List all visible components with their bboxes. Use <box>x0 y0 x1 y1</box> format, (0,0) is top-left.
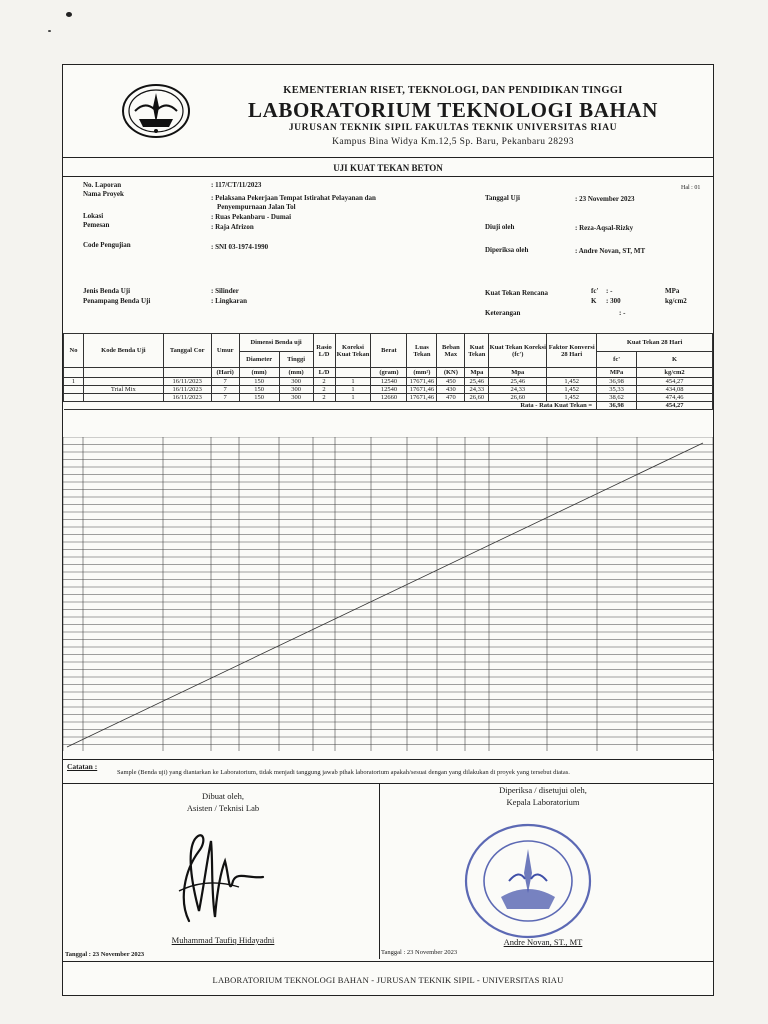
address: Kampus Bina Widya Km.12,5 Sp. Baru, Pekanbaru 28293 <box>332 137 574 147</box>
col-kuat-28: Kuat Tekan 28 Hari <box>597 334 713 352</box>
table-row <box>64 386 713 394</box>
proyek-value-1: : Pelaksana Pekerjaan Tempat Istirahat Pelayanan dan <box>211 194 376 202</box>
report-sheet <box>62 64 714 996</box>
col-k: K <box>637 352 713 368</box>
cell-kode: Trial Mix <box>83 386 163 394</box>
report-title: UJI KUAT TEKAN BETON <box>333 163 443 173</box>
footer-text: LABORATORIUM TEKNOLOGI BAHAN - JURUSAN TEKNIK SIPIL - UNIVERSITAS RIAU <box>212 975 564 985</box>
sign-divider-vertical <box>379 783 380 959</box>
cell-diam: 150 <box>239 378 279 386</box>
table-row <box>64 394 713 402</box>
cell-kuatkor: 25,46 <box>489 378 547 386</box>
cell-luas: 17671,46 <box>407 378 437 386</box>
col-dimensi: Dimensi Benda uji <box>239 334 313 352</box>
unit-tgl <box>163 368 211 378</box>
unit-luas: (mm²) <box>407 368 437 378</box>
col-koreksi: Koreksi Kuat Tekan <box>335 334 371 368</box>
made-by-label: Dibuat oleh, <box>201 791 245 801</box>
cell-berat: 12540 <box>371 378 407 386</box>
header-divider <box>63 157 713 158</box>
cell-diam: 150 <box>239 394 279 402</box>
cell-luas: 17671,46 <box>407 394 437 402</box>
diperiksa-value: : Andre Novan, ST, MT <box>575 247 646 255</box>
cell-rasio: 2 <box>313 378 335 386</box>
no-laporan-label: No. Laporan <box>83 181 122 189</box>
cell-faktor: 1,452 <box>547 378 597 386</box>
penampang-value: : Lingkaran <box>211 297 247 305</box>
average-k: 454,27 <box>637 402 713 410</box>
made-by-date: Tanggal : 23 November 2023 <box>65 951 145 958</box>
cell-umur: 7 <box>211 394 239 402</box>
cell-kuatkor: 26,60 <box>489 394 547 402</box>
made-by-name: Muhammad Taufiq Hidayadni <box>171 935 275 945</box>
cell-no <box>64 394 84 402</box>
table-row <box>64 378 713 386</box>
cell-beban: 430 <box>437 386 465 394</box>
title-divider <box>63 176 713 177</box>
cell-tinggi: 300 <box>279 386 313 394</box>
university-stamp <box>461 821 595 941</box>
checked-by-label: Diperiksa / disetujui oleh, <box>499 785 587 795</box>
proyek-label: Nama Proyek <box>83 190 124 198</box>
unit-kode <box>83 368 163 378</box>
cell-rasio: 2 <box>313 386 335 394</box>
col-tinggi: Tinggi <box>279 352 313 368</box>
cell-k: 454,27 <box>637 378 713 386</box>
unit-koreksi <box>335 368 371 378</box>
col-umur: Umur <box>211 334 239 368</box>
unit-fc: MPa <box>597 368 637 378</box>
average-label: Rata - Rata Kuat Tekan = <box>64 402 597 410</box>
cell-berat: 12540 <box>371 386 407 394</box>
cell-tinggi: 300 <box>279 394 313 402</box>
unit-kuat-koreksi: Mpa <box>489 368 547 378</box>
cell-umur: 7 <box>211 386 239 394</box>
fc-label: fc' <box>591 287 599 295</box>
checked-by-role: Kepala Laboratorium <box>506 797 580 807</box>
cell-kode <box>83 394 163 402</box>
hal-label: Hal : 01 <box>681 185 701 191</box>
sign-top-divider <box>63 783 713 784</box>
code-value: : SNI 03-1974-1990 <box>211 243 269 251</box>
pemesan-label: Pemesan <box>83 221 110 229</box>
department-name: JURUSAN TEKNIK SIPIL FAKULTAS TEKNIK UNIVERSITAS RIAU <box>288 123 618 133</box>
jenis-label: Jenis Benda Uji <box>83 287 131 295</box>
col-berat: Berat <box>371 334 407 368</box>
notes-title: Catatan : <box>67 762 98 771</box>
cell-tinggi: 300 <box>279 378 313 386</box>
col-faktor: Faktor Konversi 28 Hari <box>547 334 597 368</box>
cell-kuat: 24,33 <box>465 386 489 394</box>
penampang-label: Penampang Benda Uji <box>83 297 151 305</box>
cell-fc: 35,33 <box>597 386 637 394</box>
cell-rasio: 2 <box>313 394 335 402</box>
pemesan-value: : Raja Afrizon <box>211 223 254 231</box>
cell-tgl: 16/11/2023 <box>163 394 211 402</box>
k-unit: kg/cm2 <box>665 297 687 305</box>
checked-by-name: Andre Novan, ST., MT <box>503 937 583 947</box>
col-beban: Beban Max <box>437 334 465 368</box>
cell-no <box>64 386 84 394</box>
cell-kuatkor: 24,33 <box>489 386 547 394</box>
signature-image <box>159 821 269 931</box>
cell-kuat: 25,46 <box>465 378 489 386</box>
diuji-value: : Reza-Aqsal-Rizky <box>575 224 634 232</box>
k-label: K <box>591 297 597 305</box>
cell-luas: 17671,46 <box>407 386 437 394</box>
tanggal-uji-value: : 23 November 2023 <box>575 195 635 203</box>
unit-no <box>64 368 84 378</box>
cell-kuat: 26,60 <box>465 394 489 402</box>
col-kuat: Kuat Tekan <box>465 334 489 368</box>
cancel-diagonal-line <box>67 443 703 747</box>
col-kuat-koreksi: Kuat Tekan Koreksi (fc') <box>489 334 547 368</box>
col-kode: Kode Benda Uji <box>83 334 163 368</box>
empty-grid <box>63 437 713 751</box>
cell-fc: 36,98 <box>597 378 637 386</box>
checked-by-date: Tanggal : 23 November 2023 <box>381 949 458 956</box>
corner-dot <box>48 30 51 32</box>
unit-kuat: Mpa <box>465 368 489 378</box>
cell-tgl: 16/11/2023 <box>163 378 211 386</box>
code-label: Code Pengujian <box>83 241 131 249</box>
cell-tgl: 16/11/2023 <box>163 386 211 394</box>
cell-beban: 470 <box>437 394 465 402</box>
notes-text: Sample (Benda uji) yang diantarkan ke Laboratorium, tidak menjadi tanggung jawab pihak laboratorium apakah/sesuai dengan yang dilakukan di proyek yang tersebut diatas. <box>117 769 570 776</box>
unit-faktor <box>547 368 597 378</box>
ministry-name: KEMENTERIAN RISET, TEKNOLOGI, DAN PENDIDIKAN TINGGI <box>283 85 623 96</box>
average-fc: 36,98 <box>597 402 637 410</box>
k-value: : 300 <box>606 297 621 305</box>
cell-umur: 7 <box>211 378 239 386</box>
cell-kor: 1 <box>335 386 371 394</box>
col-luas: Luas Tekan <box>407 334 437 368</box>
diuji-label: Diuji oleh <box>485 223 515 231</box>
fc-value: : - <box>606 287 613 295</box>
diperiksa-label: Diperiksa oleh <box>485 246 529 254</box>
fc-unit: MPa <box>665 287 680 295</box>
unit-umur: (Hari) <box>211 368 239 378</box>
no-laporan-value: : 117/CT/11/2023 <box>211 181 262 189</box>
test-results-table <box>63 333 713 410</box>
kuat-rencana-label: Kuat Tekan Rencana <box>485 289 549 297</box>
col-tanggal-cor: Tanggal Cor <box>163 334 211 368</box>
cell-kor: 1 <box>335 394 371 402</box>
cell-kode <box>83 378 163 386</box>
unit-diameter: (mm) <box>239 368 279 378</box>
cell-faktor: 1,452 <box>547 386 597 394</box>
cell-k: 434,08 <box>637 386 713 394</box>
jenis-value: : Silinder <box>211 287 239 295</box>
footer-divider <box>63 961 713 962</box>
unit-k: kg/cm2 <box>637 368 713 378</box>
col-rasio: Rasio L/D <box>313 334 335 368</box>
unit-berat: (gram) <box>371 368 407 378</box>
col-fc: fc' <box>597 352 637 368</box>
cell-diam: 150 <box>239 386 279 394</box>
corner-mark <box>66 12 72 17</box>
cell-fc: 38,62 <box>597 394 637 402</box>
university-logo <box>121 83 191 139</box>
cell-no: 1 <box>64 378 84 386</box>
cell-faktor: 1,452 <box>547 394 597 402</box>
unit-rasio: L/D <box>313 368 335 378</box>
tanggal-uji-label: Tanggal Uji <box>485 194 520 202</box>
unit-tinggi: (mm) <box>279 368 313 378</box>
unit-beban: (KN) <box>437 368 465 378</box>
lokasi-value: : Ruas Pekanbaru - Dumai <box>211 213 292 221</box>
lab-name: LABORATORIUM TEKNOLOGI BAHAN <box>247 98 659 122</box>
cell-berat: 12660 <box>371 394 407 402</box>
lokasi-label: Lokasi <box>83 212 104 220</box>
made-by-role: Asisten / Teknisi Lab <box>186 803 260 813</box>
average-row <box>64 402 713 410</box>
cell-k: 474,46 <box>637 394 713 402</box>
keterangan-label: Keterangan <box>485 309 521 317</box>
keterangan-value: : - <box>619 309 626 317</box>
cell-beban: 450 <box>437 378 465 386</box>
col-no: No <box>64 334 84 368</box>
cell-kor: 1 <box>335 378 371 386</box>
col-diameter: Diameter <box>239 352 279 368</box>
proyek-value-2: Penyempurnaan Jalan Tol <box>217 203 296 211</box>
notes-divider <box>63 759 713 760</box>
